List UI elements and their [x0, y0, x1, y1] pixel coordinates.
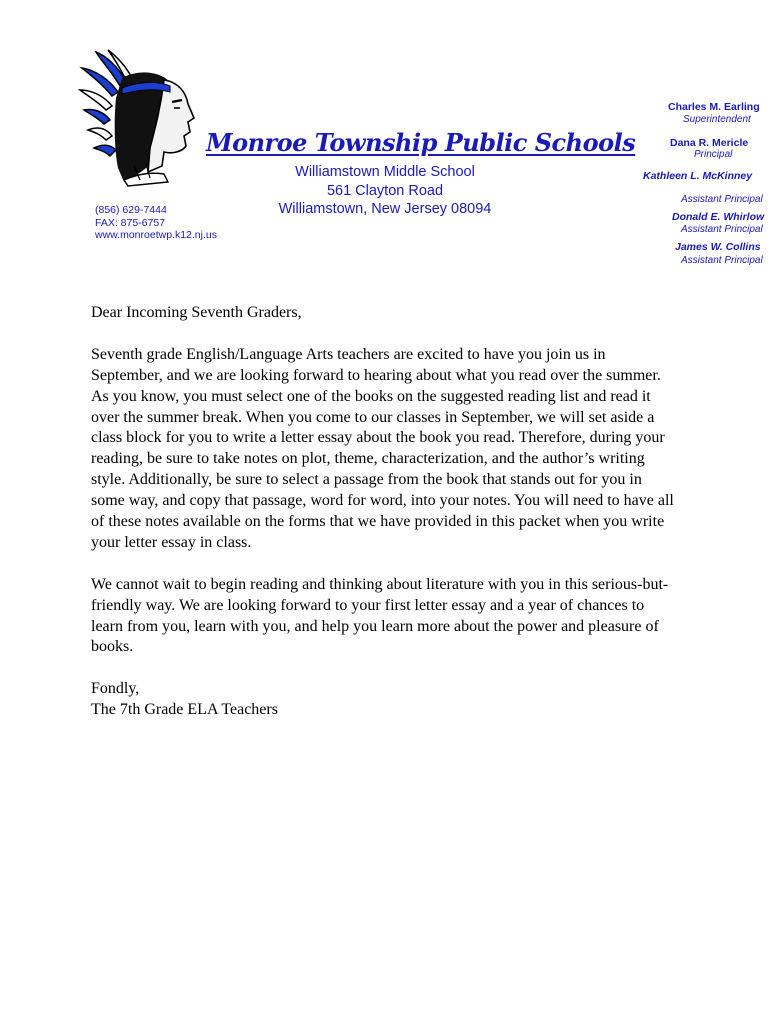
signature: The 7th Grade ELA Teachers — [91, 701, 278, 719]
school-district-name: Monroe Township Public Schools — [206, 128, 636, 157]
city-state-zip: Williamstown, New Jersey 08094 — [278, 201, 492, 217]
staff-title-assistant-principal-3: Assistant Principal — [681, 255, 763, 266]
closing: Fondly, — [91, 680, 140, 698]
contact-info — [95, 204, 217, 242]
staff-title-assistant-principal-2: Assistant Principal — [681, 224, 763, 235]
school-address — [262, 163, 508, 219]
letter-body — [91, 303, 676, 721]
school-logo-icon — [78, 48, 202, 188]
letter-paragraph-1: Seventh grade English/Language Arts teachers are excited to have you join us in September, and we are looking forward to hearing about what you read over the summer. As you know, you must select one of the books on the suggested reading list and read it over the summer break. When you come to our classes in September, we will set aside a class block for you to write a letter essay about the book you read. Therefore, during your reading, be sure to take notes on plot, theme, characterization, and the author’s writing style. Additionally, be sure to select a passage from the book that stands out for you in some way, and copy that passage, word for word, into your notes. You will need to have all of these notes available on the forms that we have provided in this packet when you write your letter essay in class. — [91, 345, 674, 551]
street-address: 561 Clayton Road — [326, 182, 444, 199]
staff-title-superintendent: Superintendent — [683, 114, 751, 125]
staff-title-assistant-principal-1: Assistant Principal — [681, 194, 763, 205]
staff-name-assistant-principal-2: Donald E. Whirlow — [672, 211, 765, 223]
staff-name-superintendent: Charles M. Earling — [668, 101, 760, 113]
staff-name-assistant-principal-1: Kathleen L. McKinney — [643, 170, 753, 182]
letter-paragraph-2: We cannot wait to begin reading and thinking about literature with you in this serious-but-friendly way. We are looking forward to your first letter essay and a year of chances to learn from you, learn with you, and help you learn more about the power and pleasure of books. — [91, 575, 669, 656]
staff-title-principal: Principal — [694, 149, 733, 160]
phone-number: (856) 629-7444 — [95, 204, 167, 216]
staff-name-assistant-principal-3: James W. Collins — [675, 241, 761, 253]
salutation: Dear Incoming Seventh Graders, — [91, 304, 302, 321]
staff-name-principal: Dana R. Mericle — [670, 137, 749, 149]
fax-number: FAX: 875-6757 — [95, 216, 166, 229]
website-link[interactable]: www.monroetwp.k12.nj.us — [95, 229, 217, 241]
school-name: Williamstown Middle School — [295, 164, 475, 180]
